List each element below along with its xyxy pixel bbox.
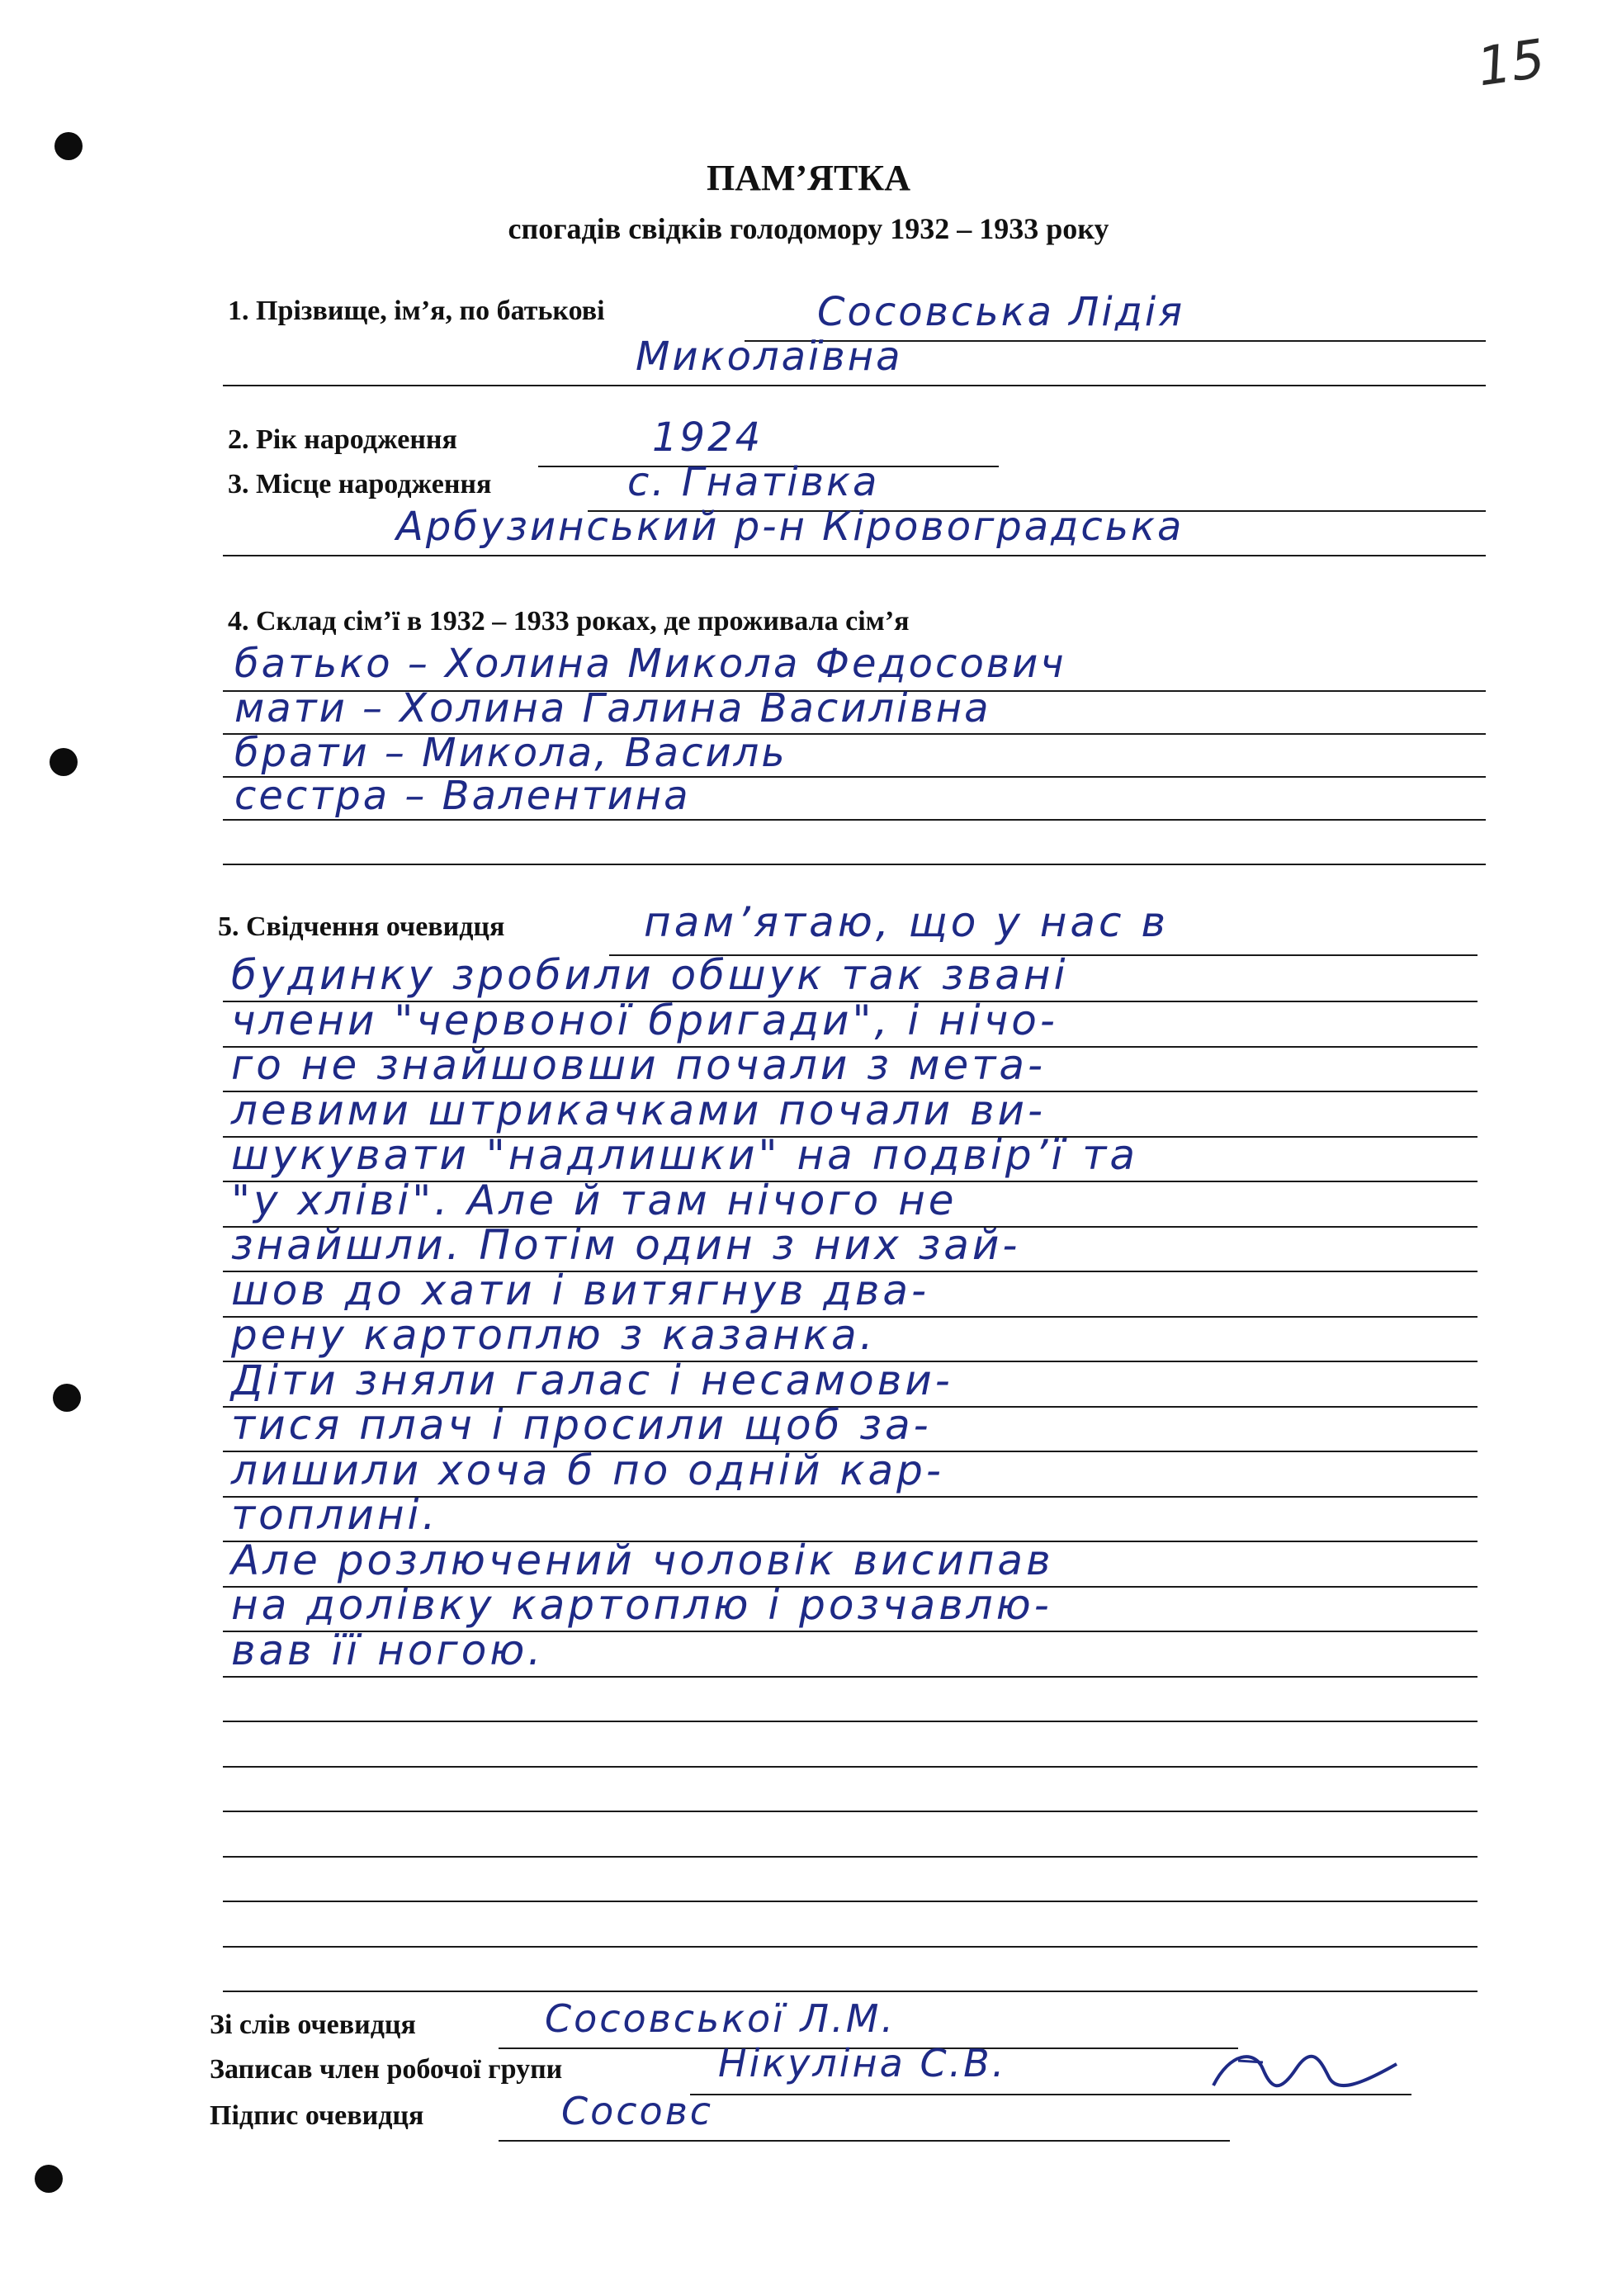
birth-place-value-2: Арбузинський р-н Кіровоградська bbox=[396, 504, 1184, 550]
family-member: сестра – Валентина bbox=[234, 773, 691, 819]
testimony-text-line: го не знайшовши почали з мета- bbox=[231, 1041, 1047, 1089]
eyewitness-signature: Сосовс bbox=[561, 2089, 714, 2133]
name-value-2: Миколаївна bbox=[636, 334, 903, 380]
document-title: ПАМ’ЯТКА bbox=[707, 158, 910, 198]
family-member: мати – Холина Галина Василівна bbox=[234, 685, 991, 731]
punch-hole bbox=[54, 132, 83, 160]
signature-line bbox=[499, 2140, 1230, 2142]
testimony-text-line: Але розлючений чоловік висипав bbox=[231, 1536, 1054, 1584]
testimony-text-line: рену картоплю з казанка. bbox=[231, 1311, 877, 1359]
testimony-text-line: члени "червоної бригади", і нічо- bbox=[231, 997, 1058, 1044]
document-subtitle: спогадів свідків голодомору 1932 – 1933 року bbox=[508, 212, 1109, 245]
testimony-rule bbox=[223, 1856, 1478, 1858]
recorded-by-value: Нікуліна С.В. bbox=[718, 2041, 1007, 2085]
birth-place-line-2 bbox=[223, 555, 1486, 556]
signature-label: Підпис очевидця bbox=[210, 2100, 424, 2131]
testimony-rule bbox=[223, 1946, 1478, 1948]
testimony-rule bbox=[223, 1766, 1478, 1768]
family-line bbox=[223, 819, 1486, 821]
testimony-rule bbox=[223, 1676, 1478, 1678]
name-line-2 bbox=[223, 385, 1486, 386]
name-label: 1. Прізвище, ім’я, по батькові bbox=[228, 296, 605, 326]
testimony-text-line: Діти зняли галас і несамови- bbox=[231, 1356, 953, 1404]
birth-place-label: 3. Місце народження bbox=[228, 469, 492, 499]
punch-hole bbox=[53, 1384, 81, 1412]
testimony-text-line: шукувати "надлишки" на подвір’ї та bbox=[231, 1131, 1139, 1179]
punch-hole bbox=[50, 748, 78, 776]
testimony-text-line: топлині. bbox=[231, 1491, 439, 1539]
testimony-rule bbox=[223, 1811, 1478, 1812]
testimony-text-line: "у хліві". Але й там нічого не bbox=[231, 1176, 957, 1224]
family-line bbox=[223, 864, 1486, 865]
family-member: брати – Микола, Василь bbox=[234, 730, 787, 776]
family-member: батько – Холина Микола Федосович bbox=[234, 641, 1066, 687]
testimony-text-line: левими штрикачками почали ви- bbox=[231, 1086, 1047, 1134]
recorded-by-label: Записав член робочої групи bbox=[210, 2054, 563, 2085]
birth-place-value-1: с. Гнатівка bbox=[627, 459, 880, 505]
testimony-rule bbox=[223, 1721, 1478, 1722]
testimony-text-line: лишили хоча б по одній кар- bbox=[231, 1446, 944, 1494]
testimony-text-line: знайшли. Потім один з них зай- bbox=[231, 1221, 1021, 1269]
testimony-rule bbox=[223, 1901, 1478, 1902]
testimony-text-line: вав її ногою. bbox=[231, 1626, 545, 1674]
birth-year-label: 2. Рік народження bbox=[228, 424, 457, 455]
name-value-1: Сосовська Лідія bbox=[817, 289, 1185, 335]
birth-year-value: 1924 bbox=[652, 414, 764, 461]
recorder-signature-icon bbox=[1205, 2044, 1403, 2104]
testimony-text-line: на долівку картоплю і розчавлю- bbox=[231, 1581, 1052, 1629]
words-of-label: Зі слів очевидця bbox=[210, 2010, 416, 2040]
punch-hole bbox=[35, 2165, 63, 2193]
family-label: 4. Склад сім’ї в 1932 – 1933 роках, де проживала сім’я bbox=[228, 606, 910, 637]
testimony-text-line: шов до хати і витягнув два- bbox=[231, 1266, 930, 1314]
testimony-first-line: пам’ятаю, що у нас в bbox=[644, 898, 1169, 946]
testimony-label: 5. Свідчення очевидця bbox=[218, 911, 505, 942]
testimony-text-line: будинку зробили обшук так звані bbox=[231, 951, 1069, 999]
words-of-value: Сосовської Л.М. bbox=[545, 1996, 896, 2041]
page-number: 15 bbox=[1473, 28, 1549, 99]
testimony-rule bbox=[223, 1991, 1478, 1992]
testimony-text-line: тися плач і просили щоб за- bbox=[231, 1401, 932, 1449]
